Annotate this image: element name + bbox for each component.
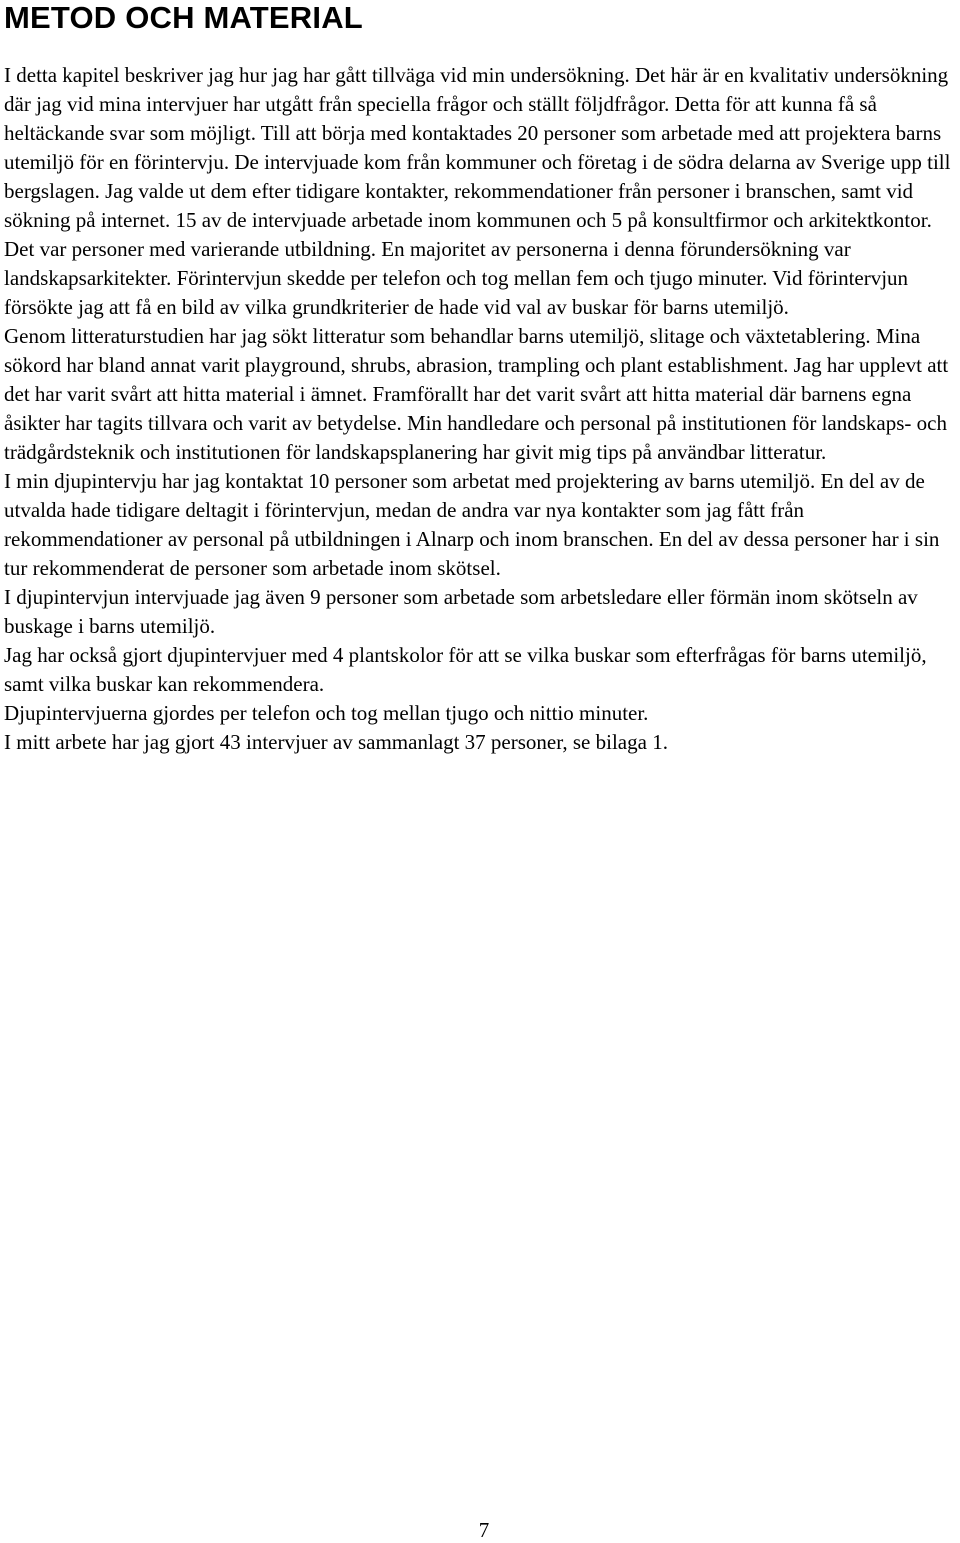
paragraph-deep-interview: I min djupintervju har jag kontaktat 10 personer som arbetat med projektering av barns utemiljö. En del av de utvalda hade tidigare deltagit i förintervjun, medan de andra var nya kontakter som jag fått från rekommendationer av personal på utbildningen i Alnarp och inom branschen. En del av dessa personer har i sin tur rekommenderat de personer som arbetade inom skötsel. bbox=[4, 469, 940, 580]
paragraph-nurseries: Jag har också gjort djupintervjuer med 4 plantskolor för att se vilka buskar som efterfrågas för barns utemiljö, samt vilka buskar kan rekommendera. bbox=[4, 643, 927, 696]
paragraph-supervisors: I djupintervjun intervjuade jag även 9 personer som arbetade som arbetsledare eller förmän inom skötseln av buskage i barns utemiljö. bbox=[4, 585, 918, 638]
paragraph-literature-study: Genom litteraturstudien har jag sökt litteratur som behandlar barns utemiljö, slitage och växtetablering. Mina sökord har bland annat varit playground, shrubs, abrasion, trampling och plant establishment. Jag har upplevt att det har varit svårt att hitta material i ämnet. Framförallt har det varit svårt att hitta material där barnens egna åsikter har tagits tillvara och varit av betydelse. Min handledare och personal på institutionen för landskaps- och trädgårdsteknik och institutionen för landskapsplanering har givit mig tips på användbar litteratur. bbox=[4, 324, 949, 464]
body-text bbox=[4, 61, 956, 757]
page-number: 7 bbox=[478, 1518, 490, 1542]
paragraph-interview-duration: Djupintervjuerna gjordes per telefon och tog mellan tjugo och nittio minuter. bbox=[4, 701, 649, 725]
section-heading: METOD OCH MATERIAL bbox=[4, 0, 363, 35]
paragraph-interview-total: I mitt arbete har jag gjort 43 intervjuer av sammanlagt 37 personer, se bilaga 1. bbox=[4, 730, 668, 754]
paragraph-method-intro: I detta kapitel beskriver jag hur jag har gått tillväga vid min undersökning. Det här är en kvalitativ undersökning där jag vid mina intervjuer har utgått från speciella frågor och ställt följdfrågor. Detta för att kunna få så heltäckande svar som möjligt. Till att börja med kontaktades 20 personer som arbetade med att projektera barns utemiljö för en förintervju. De intervjuade kom från kommuner och företag i de södra delarna av Sverige upp till bergslagen. Jag valde ut dem efter tidigare kontakter, rekommendationer från personer i branschen, samt vid sökning på internet. 15 av de intervjuade arbetade inom kommunen och 5 på konsultfirmor och arkitektkontor. Det var personer med varierande utbildning. En majoritet av personerna i denna förundersökning var landskapsarkitekter. Förintervjun skedde per telefon och tog mellan fem och tjugo minuter. Vid förintervjun försökte jag att få en bild av vilka grundkriterier de hade vid val av buskar för barns utemiljö. bbox=[4, 63, 951, 319]
